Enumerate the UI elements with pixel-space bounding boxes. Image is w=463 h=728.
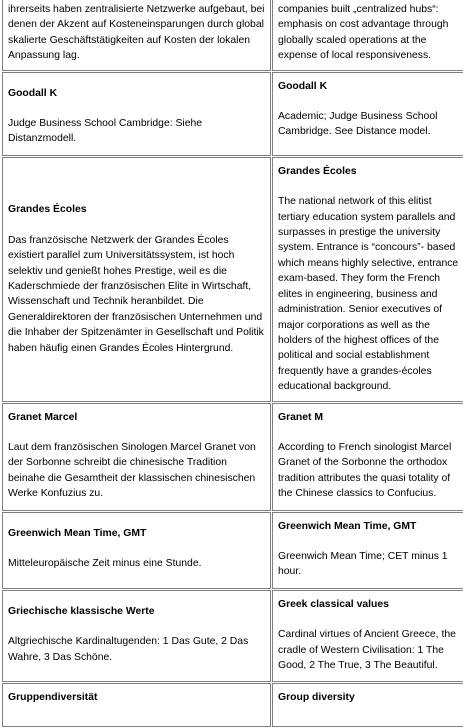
german-cell <box>2 157 271 402</box>
english-cell <box>272 157 463 402</box>
english-cell <box>272 512 463 589</box>
glossary-table <box>1 0 463 728</box>
german-term: Granet Marcel <box>8 411 78 423</box>
english-term: Goodall K <box>278 80 328 92</box>
english-term: Grandes Écoles <box>278 165 357 177</box>
german-definition: Judge Business School Cambridge: Siehe Distanzmodell. <box>8 118 203 145</box>
english-definition: companies built „centralized hubs“: emphasis on cost advantage through globally scaled operations at the expense of local responsiveness. <box>278 4 449 62</box>
german-definition: Das französische Netzwerk der Grandes Écoles existiert parallel zum Universitätssystem, ist hoch selektiv und genießt hohes Prestige, weil es die Kaderschmiede der französischen Elite in Wirtschaft, Wissenschaft und Technik heranbildet. Die Generaldirektoren der französischen Unternehmen und die Inhaber der Spitzenämter in Gesellschaft und Politik haben häufig einen Grandes Écoles Hintergrund. <box>8 234 264 354</box>
german-cell <box>2 72 271 156</box>
english-cell <box>272 403 463 511</box>
english-definition: According to French sinologist Marcel Granet of the Sorbonne the orthodox tradition attributes the quasi totality of the Chinese classics to Confucius. <box>278 441 452 500</box>
german-term: Griechische klassische Werte <box>8 605 155 617</box>
german-cell <box>2 403 271 511</box>
english-term: Greenwich Mean Time, GMT <box>278 520 417 532</box>
german-cell <box>2 512 271 589</box>
table-row <box>2 72 463 156</box>
table-row <box>2 403 463 511</box>
english-cell <box>272 683 463 726</box>
german-definition: Laut dem französischen Sinologen Marcel Granet von der Sorbonne schreibt die chinesische Tradition beinahe die Gesamtheit der klassischen chinesischen Werke Konfuzius zu. <box>8 441 256 500</box>
german-term: Goodall K <box>8 87 58 99</box>
english-definition: Academic; Judge Business School Cambridge. See Distance model. <box>278 111 438 138</box>
german-cell <box>2 683 271 726</box>
german-definition: Mitteleuropäische Zeit minus eine Stunde. <box>8 557 202 569</box>
table-row <box>2 590 463 683</box>
english-term: Granet M <box>278 411 324 423</box>
german-term: Gruppendiversität <box>8 692 98 704</box>
english-definition: Greenwich Mean Time; CET minus 1 hour. <box>278 550 448 578</box>
english-definition: The national network of this elitist tertiary education system parallels and surpasses in prestige the university system. Entrance is “concours”- based which means highly selective, entrance exam-based. They form the French elites in engineering, business and administration. Senior executives of major corporations as well as the holders of the highest offices of the political and social establishment frequently have a grandes-écoles educational background. <box>278 196 459 393</box>
english-definition: Cardinal virtues of Ancient Greece, the cradle of Western Civilisation: 1 The Good, 2 The True, 3 The Beautiful. <box>278 629 456 671</box>
table-row <box>2 157 463 402</box>
table-row <box>2 0 463 71</box>
german-cell <box>2 590 271 683</box>
german-cell <box>2 0 271 71</box>
table-row <box>2 683 463 726</box>
english-term: Group diversity <box>278 692 355 704</box>
english-cell <box>272 590 463 683</box>
english-cell <box>272 72 463 156</box>
german-definition: ihrerseits haben zentralisierte Netzwerke aufgebaut, bei denen der Akzent auf Kosteneinsparungen durch global skalierte Geschäftstätigkeiten auf Kosten der lokalen Anpassung lag. <box>8 4 265 62</box>
table-row <box>2 512 463 589</box>
german-definition: Altgriechische Kardinaltugenden: 1 Das Gute, 2 Das Wahre, 3 Das Schöne. <box>8 636 249 663</box>
english-cell <box>272 0 463 71</box>
german-term: Grandes Écoles <box>8 204 87 216</box>
english-term: Greek classical values <box>278 598 389 610</box>
german-term: Greenwich Mean Time, GMT <box>8 527 147 539</box>
